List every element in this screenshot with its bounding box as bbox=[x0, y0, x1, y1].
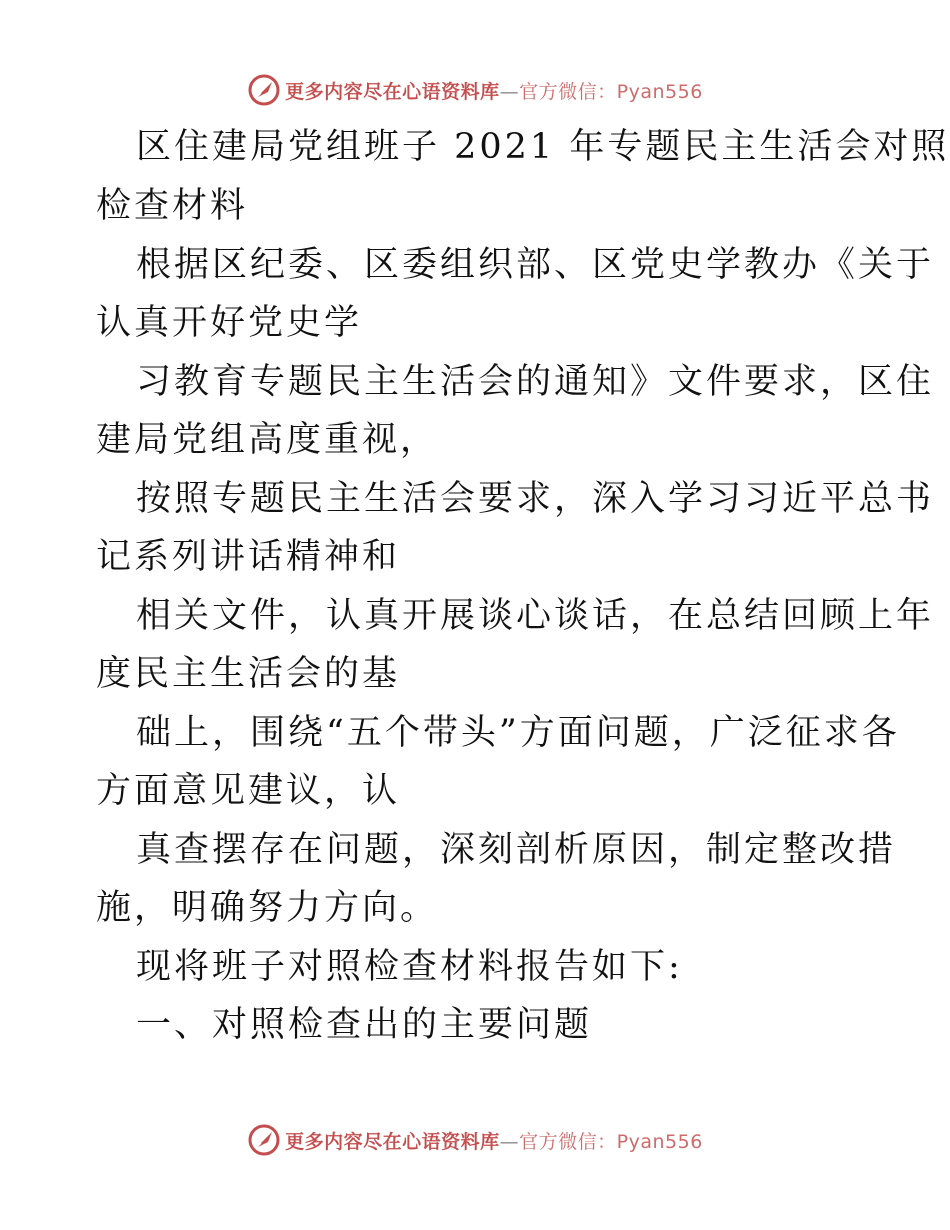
paragraph-line: 方面意见建议，认 bbox=[96, 771, 401, 811]
paragraph-line: 按照专题民主生活会要求，深入学习习近平总书 bbox=[136, 479, 935, 519]
watermark-account: 官方微信：Pyan556 bbox=[519, 80, 703, 103]
paragraph-line: 度民主生活会的基 bbox=[96, 654, 401, 694]
watermark-account: 官方微信：Pyan556 bbox=[519, 1130, 703, 1153]
section-heading: 一、对照检查出的主要问题 bbox=[136, 1005, 593, 1045]
quill-logo-icon bbox=[247, 73, 281, 107]
quill-logo-icon bbox=[247, 1123, 281, 1157]
footer-watermark bbox=[0, 1120, 950, 1160]
paragraph-line: 记系列讲话精神和 bbox=[96, 537, 401, 577]
watermark-text bbox=[285, 1127, 703, 1154]
watermark-dash: — bbox=[499, 1130, 520, 1153]
paragraph-line: 建局党组高度重视， bbox=[96, 420, 439, 460]
paragraph-line: 相关文件，认真开展谈心谈话，在总结回顾上年 bbox=[136, 596, 935, 636]
paragraph-line: 认真开好党史学 bbox=[96, 303, 363, 343]
watermark-brand: 更多内容尽在心语资料库 bbox=[285, 80, 500, 103]
paragraph-line: 真查摆存在问题，深刻剖析原因，制定整改措 bbox=[136, 830, 897, 870]
paragraph-line: 习教育专题民主生活会的通知》文件要求，区住 bbox=[136, 362, 935, 402]
watermark-brand: 更多内容尽在心语资料库 bbox=[285, 1130, 500, 1153]
paragraph-line: 施，明确努力方向。 bbox=[96, 888, 439, 928]
watermark-text bbox=[285, 77, 703, 104]
paragraph-line: 础上，围绕“五个带头”方面问题，广泛征求各 bbox=[136, 713, 900, 753]
paragraph-line: 现将班子对照检查材料报告如下: bbox=[136, 947, 683, 987]
paragraph-line: 根据区纪委、区委组织部、区党史学教办《关于 bbox=[136, 245, 935, 285]
document-title-continued: 检查材料 bbox=[96, 186, 249, 226]
header-watermark bbox=[0, 70, 950, 110]
watermark-dash: — bbox=[499, 80, 520, 103]
document-title: 区住建局党组班子 2021 年专题民主生活会对照 bbox=[136, 127, 950, 167]
